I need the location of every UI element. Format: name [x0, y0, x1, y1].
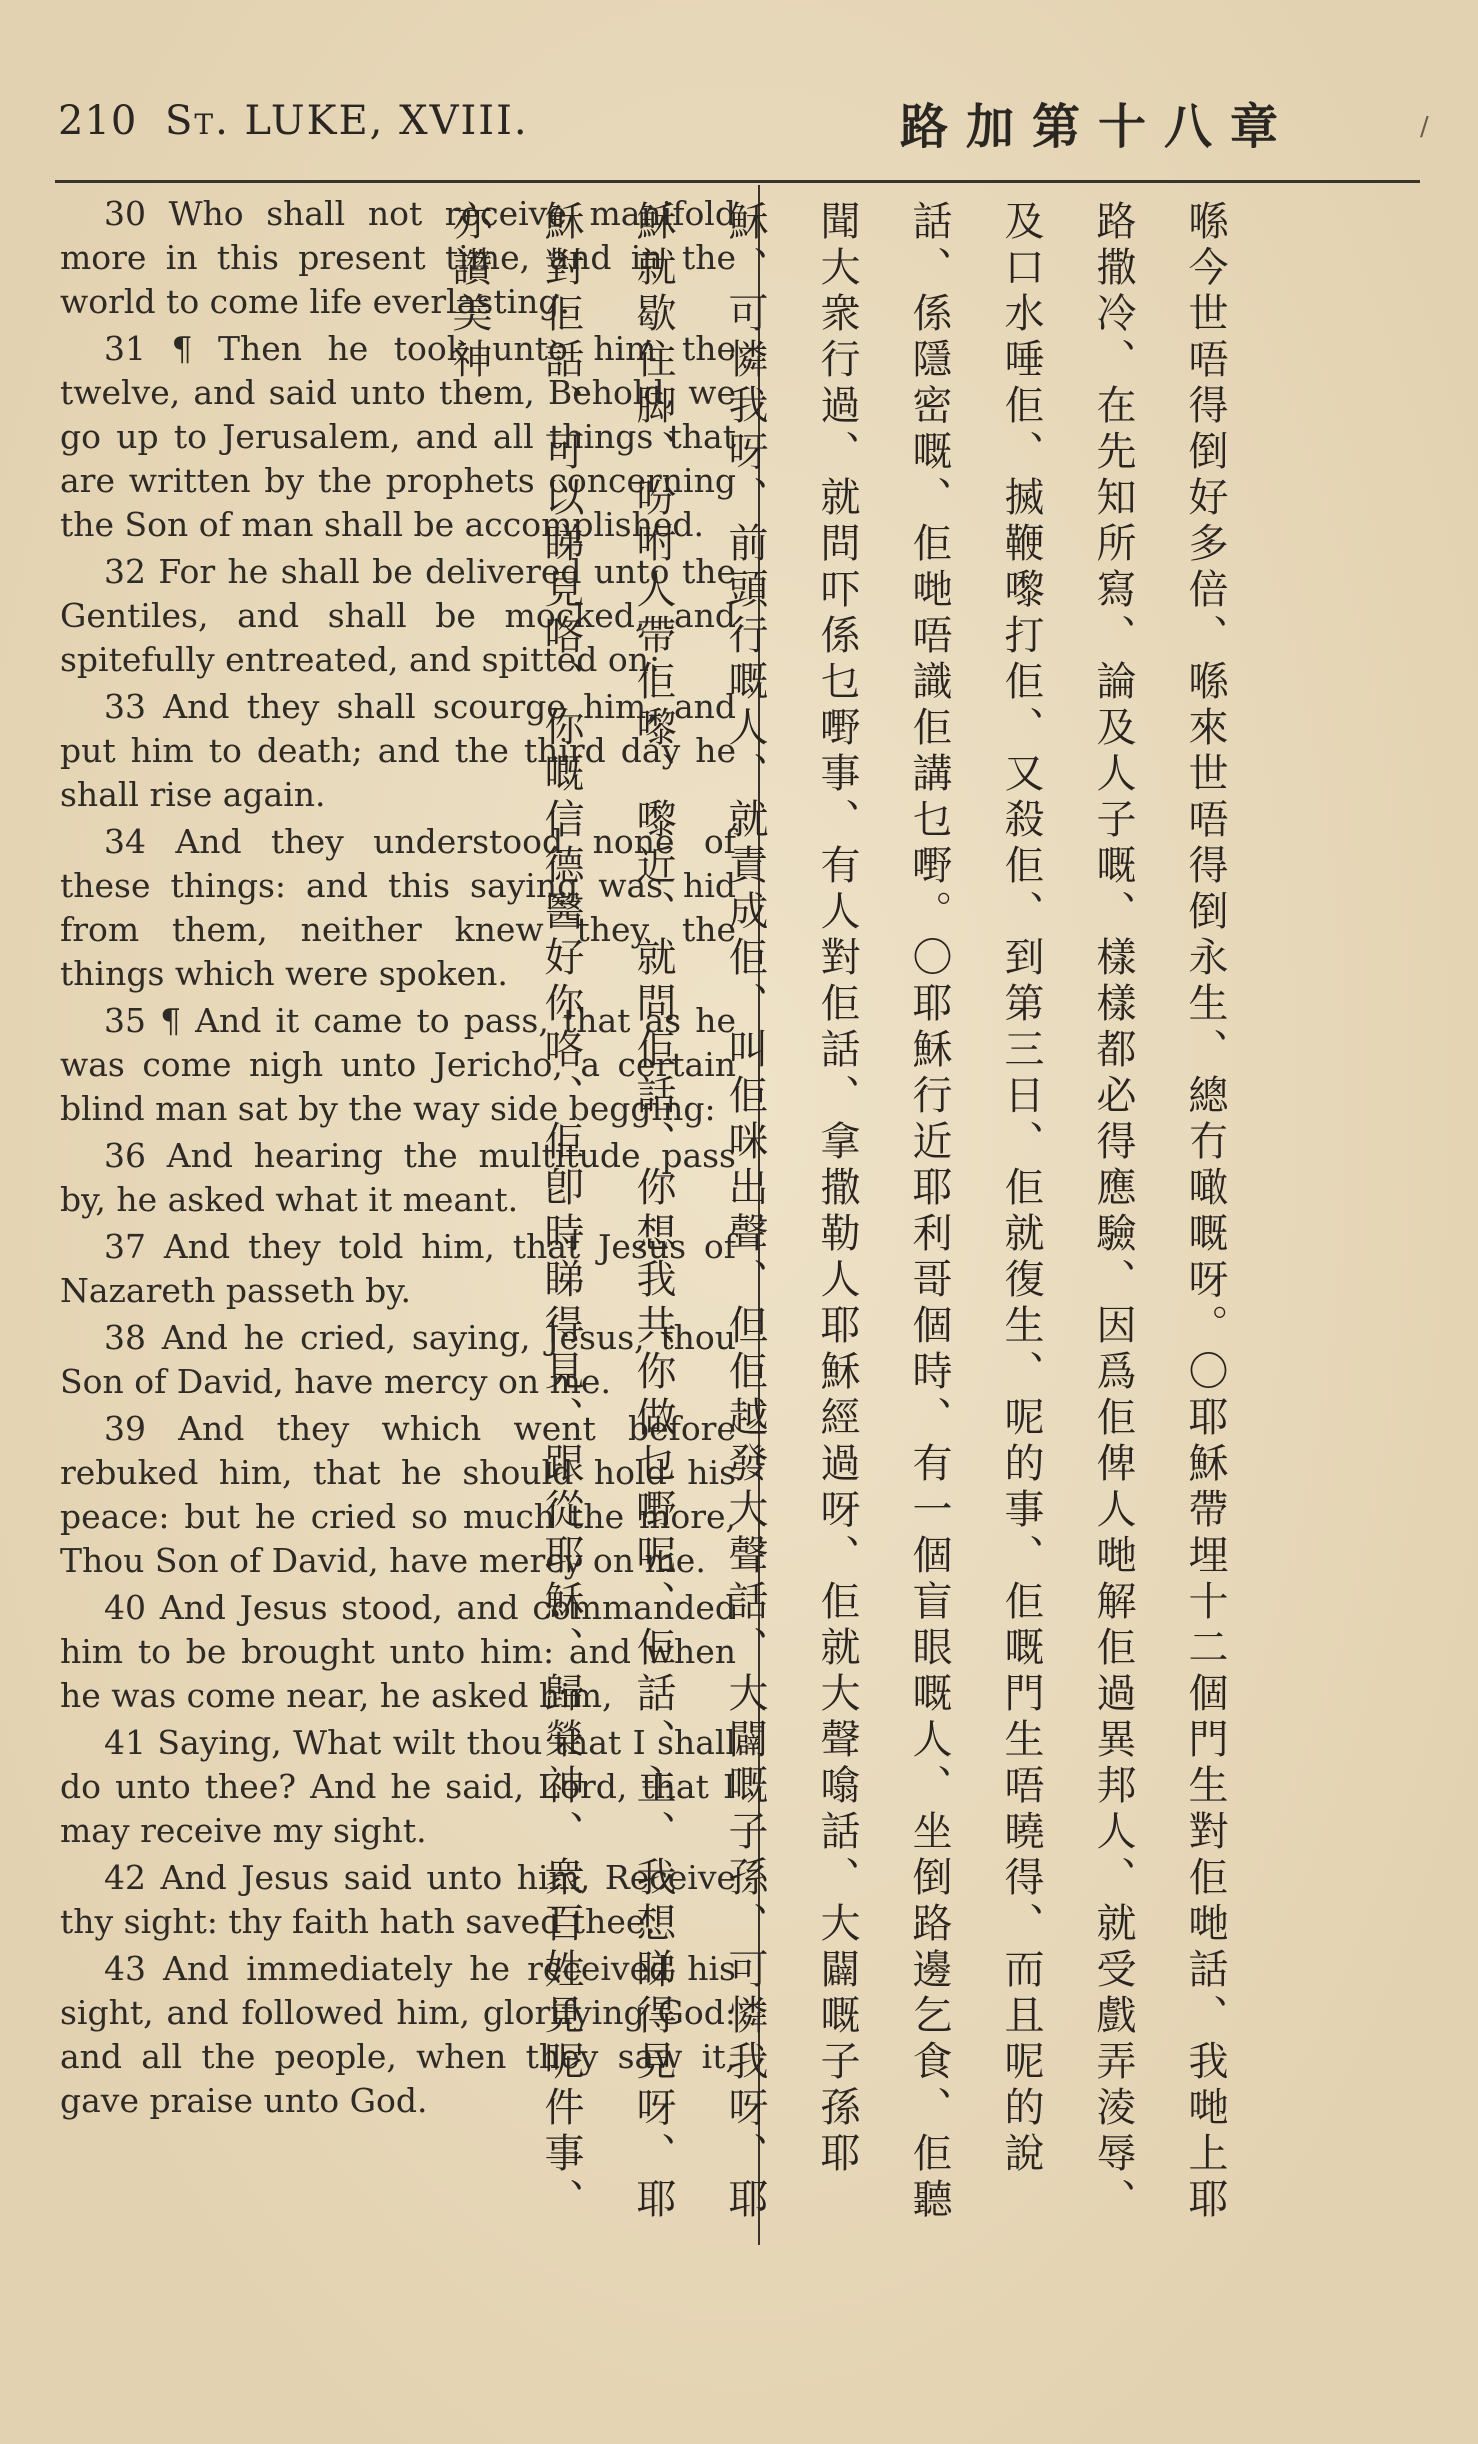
edge-mark: /: [1420, 112, 1429, 142]
running-head-english: St. LUKE, XVIII.: [165, 98, 529, 144]
verse-42: 42 And Jesus said unto him, Receive thy sight: thy faith hath saved thee.: [60, 1858, 736, 1941]
verse-38: 38 And he cried, saying, Jesus, thou Son of David, have mercy on me.: [60, 1318, 736, 1401]
verse-41: 41 Saying, What wilt thou that I shall do unto thee? And he said, Lord, that I may receive my sight.: [60, 1723, 736, 1850]
verse-43: 43 And immediately he received his sight, and followed him, glorifying God: and all the people, when they saw it, gave praise unto God.: [60, 1949, 736, 2120]
running-head-chinese: 路加第十八章: [900, 99, 1297, 155]
verse-33: 33 And they shall scourge him, and put him to death; and the third day he shall rise again.: [60, 687, 736, 814]
page-number: 210: [58, 98, 138, 144]
chinese-passage: 喺今世唔得倒好多倍、喺來世唔得倒永生、總冇噉嘅呀。〇耶穌帶埋十二個門生對佢哋話、我哋上耶路撒冷、在先知所寫、論及人子嘅、樣樣都必得應驗、因爲佢俾人哋解佢過異邦人、就受戲弄淩辱、及口水唾佢、搣鞭嚟打佢、又殺佢、到第三日、佢就復生、呢的事、佢嘅門生唔曉得、而且呢的說話、係隱密嘅、佢哋唔識佢講乜嘢。〇耶穌行近耶利哥個時、有一個盲眼嘅人、坐倒路邊乞食、佢聽聞大衆行過、就問吓係乜嘢事、有人對佢話、拿撒勒人耶穌經過呀、佢就大聲噏話、大闢嘅子孫耶穌、可憐我呀、前頭行嘅人、就責成佢、叫佢咪出聲、但佢越發大聲話、大闢嘅子孫、可憐我呀、耶穌就歇住脚、吩咐人帶佢嚟、嚟近、就問佢話、你想我共你做乜嘢呢、佢話、主、我想睇得見呀、耶穌對佢話、可以睇見咯、你嘅信德醫好你咯、佢卽時睇得見、跟從耶穌、歸榮神、衆百姓見呢件事、亦讚美神。: [446, 200, 1228, 2224]
chinese-text-column: [446, 200, 1435, 2240]
verse-31: 31 ¶ Then he took unto him the twelve, and said unto them, Behold, we go up to Jerusalem, and all things that are written by the prophets concerning the Son of man shall be accomplished.: [60, 329, 736, 544]
verse-36: 36 And hearing the multitude pass by, he asked what it meant.: [60, 1136, 736, 1219]
verse-30: 30 Who shall not receive manifold more in this present time, and in the world to come life everlasting.: [60, 194, 736, 321]
verse-37: 37 And they told him, that Jesus of Nazareth passeth by.: [60, 1227, 736, 1310]
verse-35: 35 ¶ And it came to pass, that as he was come nigh unto Jericho, a certain blind man sat by the way side begging:: [60, 1001, 736, 1128]
verse-34: 34 And they understood none of these things: and this saying was hid from them, neither knew they the things which were spoken.: [60, 822, 736, 993]
page-header: [0, 70, 1478, 170]
verse-39: 39 And they which went before rebuked him, that he should hold his peace: but he cried so much the more, Thou Son of David, have mercy on me.: [60, 1409, 736, 1580]
verse-32: 32 For he shall be delivered unto the Gentiles, and shall be mocked, and spitefully entreated, and spitted on:: [60, 552, 736, 679]
verse-40: 40 And Jesus stood, and commanded him to be brought unto him: and when he was come near, he asked him,: [60, 1588, 736, 1715]
header-rule: [55, 180, 1420, 183]
